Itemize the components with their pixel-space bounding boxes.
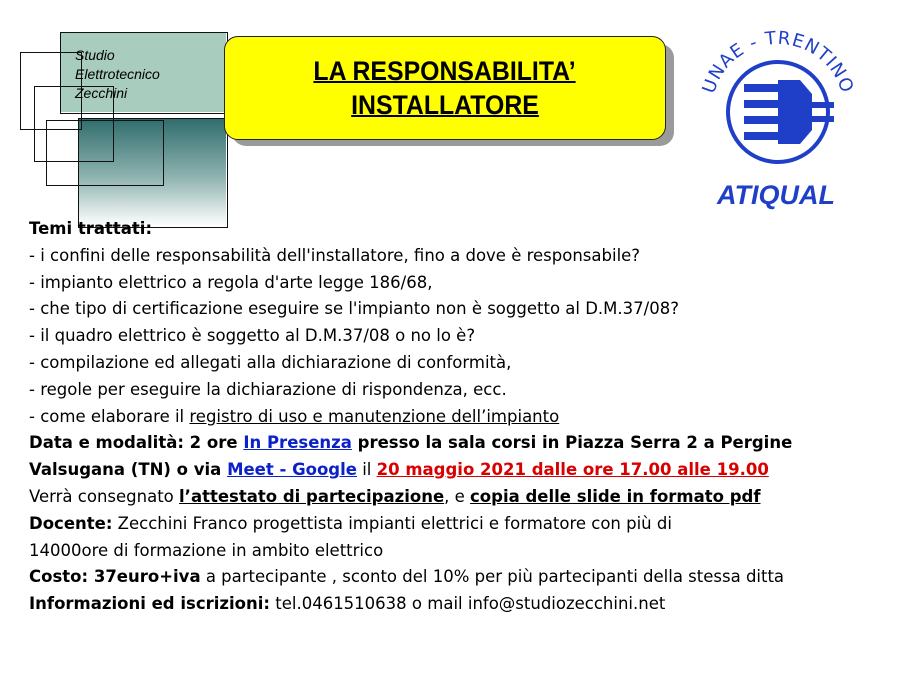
teacher-line bbox=[29, 511, 899, 538]
topic-item-last bbox=[29, 404, 899, 431]
teacher-line-2: 14000ore di formazione in ambito elettrico bbox=[29, 540, 384, 560]
topic-item: - i confini delle responsabilità dell'installatore, fino a dove è responsabile? bbox=[29, 245, 641, 265]
cost-line bbox=[29, 564, 899, 591]
meet-google-link[interactable]: Meet - Google bbox=[227, 460, 357, 480]
schedule-location-cont: Valsugana (TN) o via bbox=[29, 460, 228, 480]
schedule-line-2 bbox=[29, 457, 899, 484]
course-details bbox=[29, 216, 899, 618]
topic-item: - il quadro elettrico è soggetto al D.M.37/08 o no lo è? bbox=[29, 326, 476, 346]
cost-label: Costo: 37euro+iva bbox=[29, 567, 201, 587]
atiqual-brand: ATIQUAL bbox=[717, 180, 835, 210]
schedule-date-prefix: il bbox=[356, 460, 377, 480]
delivery-prefix: Verrà consegnato bbox=[29, 486, 180, 506]
studio-logo-text bbox=[75, 46, 160, 103]
topic-item: - impianto elettrico a regola d'arte legge 186/68, bbox=[29, 272, 433, 292]
title-line-1: LA RESPONSABILITA’ bbox=[313, 56, 577, 86]
slides-text: copia delle slide in formato pdf bbox=[470, 486, 761, 506]
title-line-2: INSTALLATORE bbox=[351, 90, 539, 120]
topic-item: - che tipo di certificazione eseguire se l'impianto non è soggetto al D.M.37/08? bbox=[29, 299, 679, 319]
studio-logo-line: Studio bbox=[75, 47, 115, 63]
topic-item: - compilazione ed allegati alla dichiarazione di conformità, bbox=[29, 352, 512, 372]
delivery-middle: , e bbox=[444, 486, 471, 506]
unae-trentino-logo bbox=[690, 22, 860, 212]
schedule-line bbox=[29, 430, 899, 457]
course-date: 20 maggio 2021 dalle ore 17.00 alle 19.00 bbox=[376, 460, 769, 480]
title-box bbox=[224, 36, 666, 140]
topic-item: - regole per eseguire la dichiarazione di rispondenza, ecc. bbox=[29, 379, 507, 399]
info-text: tel.0461510638 o mail info@studiozecchini.net bbox=[270, 594, 666, 614]
topic-register: registro di uso e manutenzione dell’impianto bbox=[189, 406, 560, 426]
teacher-text: Zecchini Franco progettista impianti elettrici e formatore con più di bbox=[112, 513, 672, 533]
cost-text: a partecipante , sconto del 10% per più partecipanti della stessa ditta bbox=[200, 567, 785, 587]
info-line bbox=[29, 591, 899, 618]
logo-frame bbox=[78, 118, 228, 228]
info-label: Informazioni ed iscrizioni: bbox=[29, 594, 270, 614]
delivery-line bbox=[29, 484, 899, 511]
schedule-location: presso la sala corsi in Piazza Serra 2 a Pergine bbox=[351, 433, 793, 453]
logo-arc-text: UNAE - TRENTINO bbox=[698, 27, 858, 97]
certificate-text: l’attestato di partecipazione bbox=[179, 486, 445, 506]
teacher-label: Docente: bbox=[29, 513, 113, 533]
schedule-label: Data e modalità: 2 ore bbox=[29, 433, 244, 453]
studio-logo-line: Zecchini bbox=[75, 85, 128, 101]
topic-prefix: - come elaborare il bbox=[29, 406, 190, 426]
studio-logo-line: Elettrotecnico bbox=[75, 66, 160, 82]
topics-heading: Temi trattati: bbox=[29, 219, 153, 238]
in-presenza-link[interactable]: In Presenza bbox=[243, 433, 352, 453]
